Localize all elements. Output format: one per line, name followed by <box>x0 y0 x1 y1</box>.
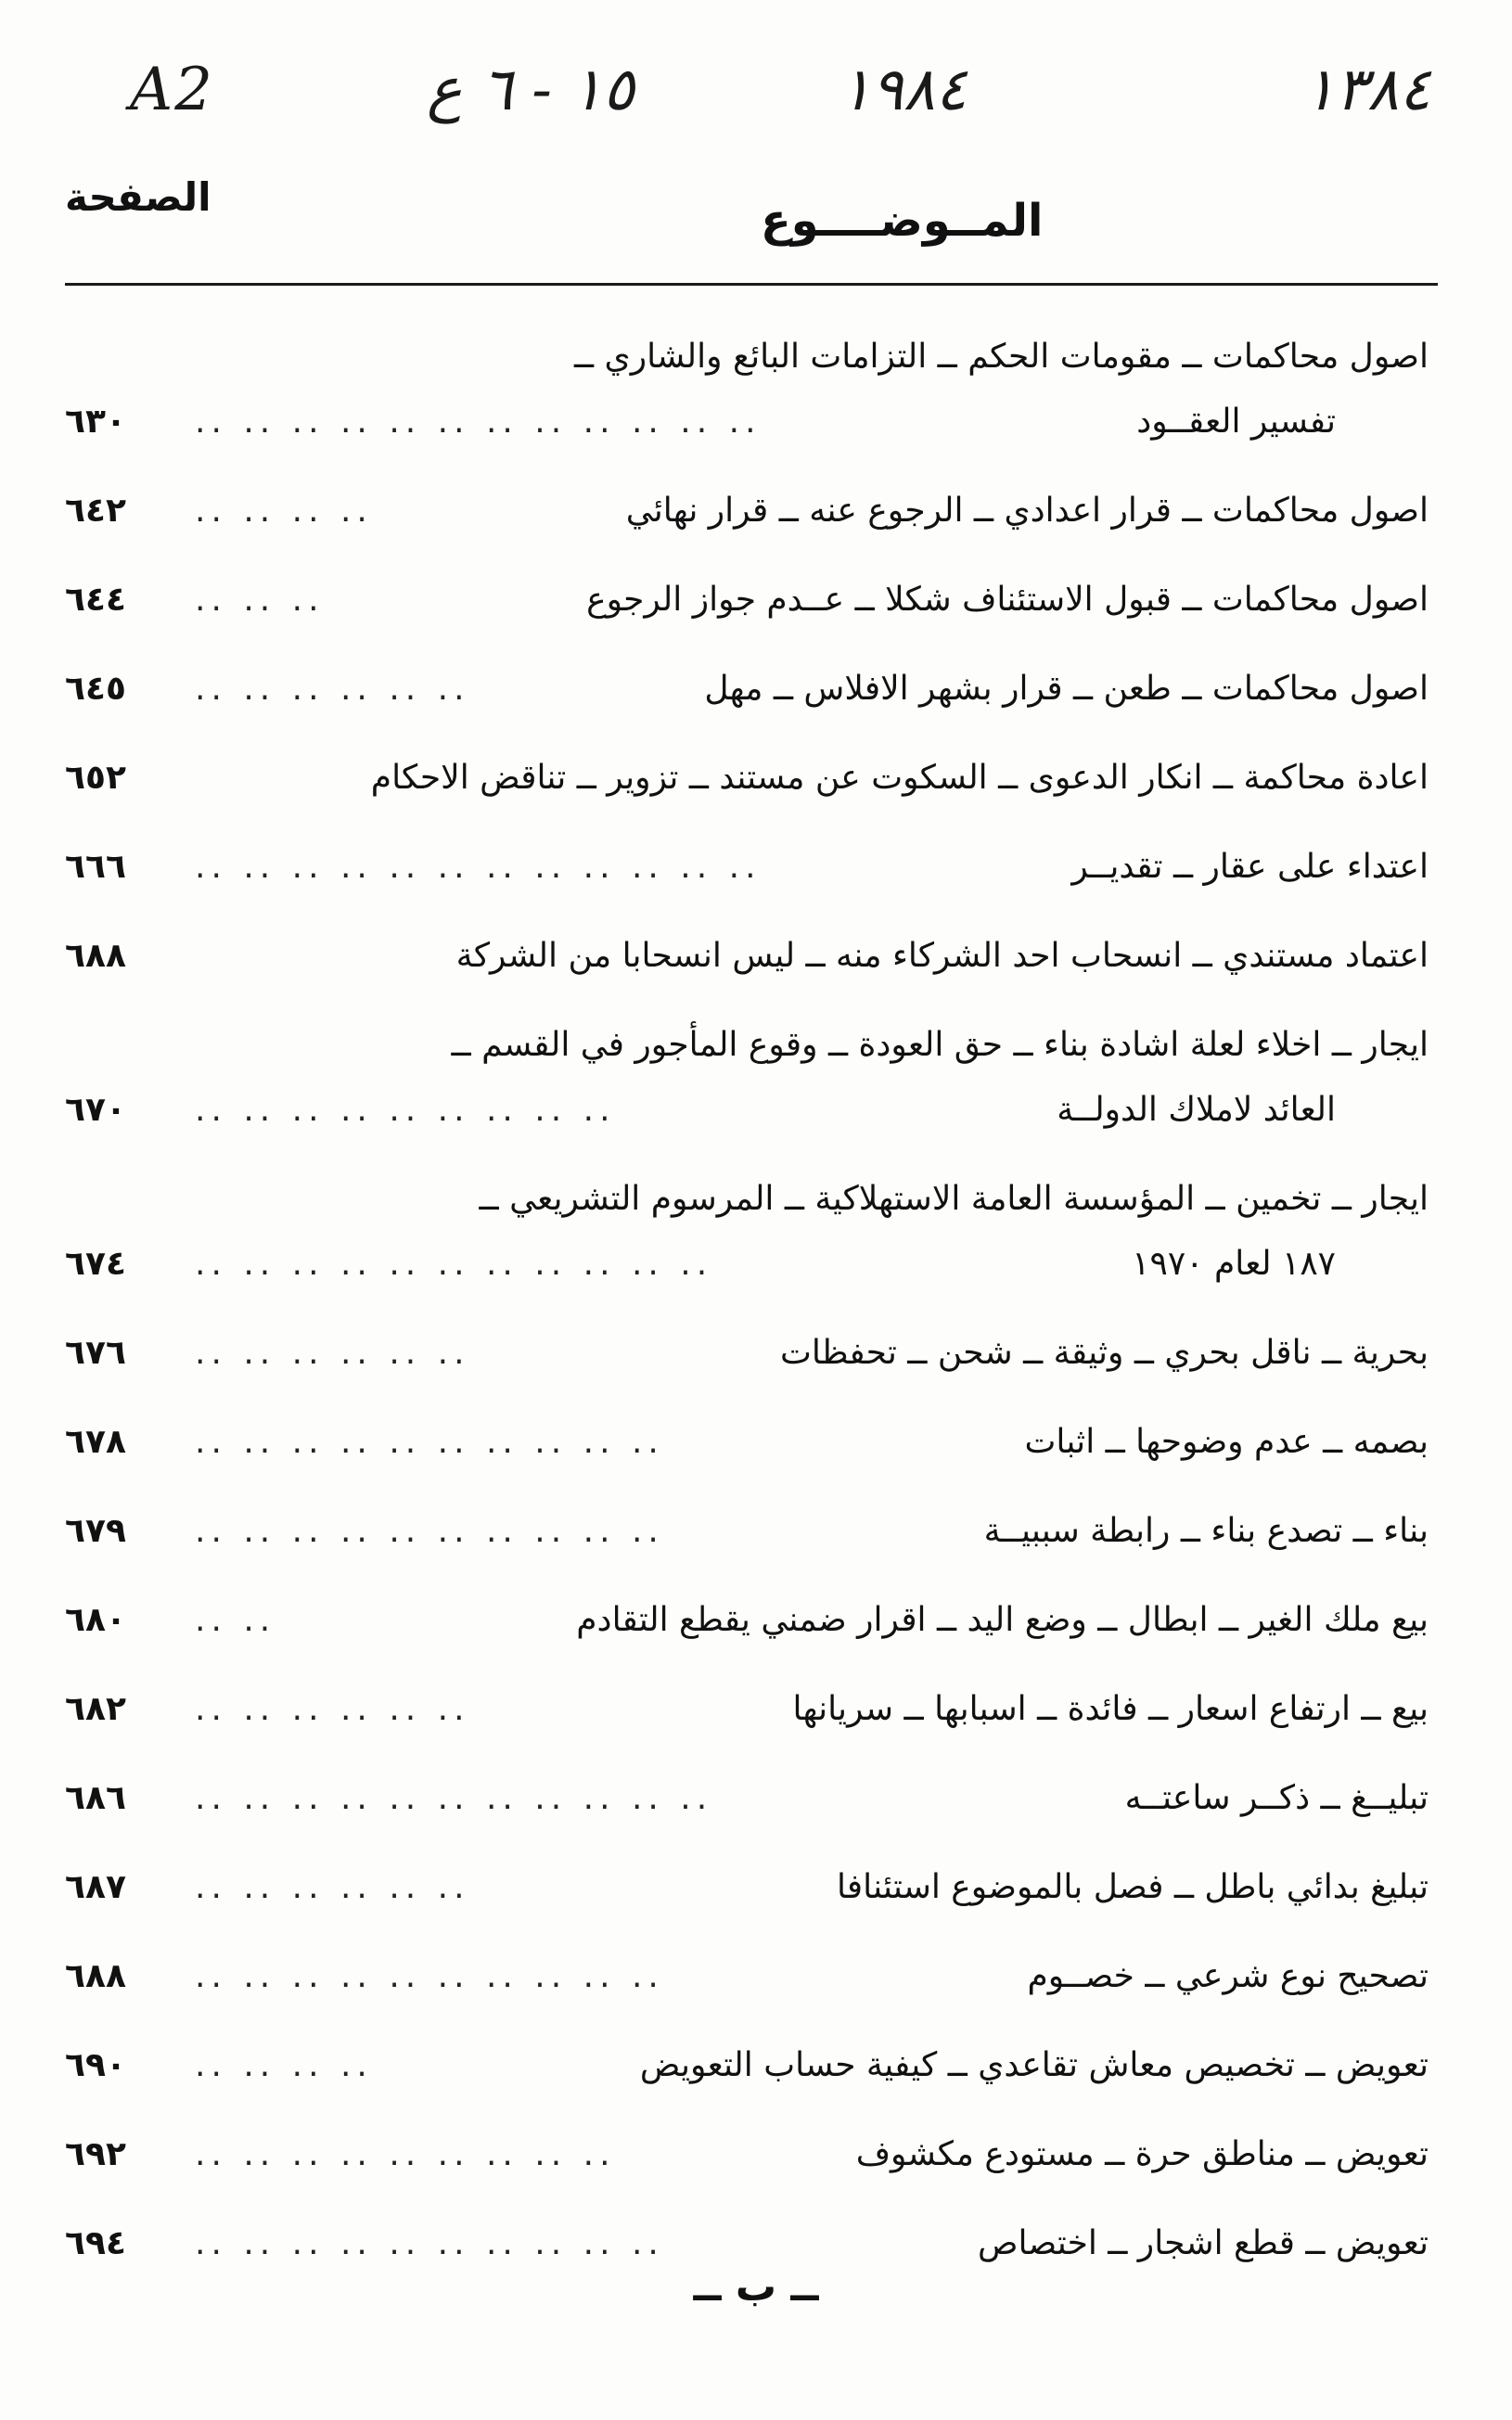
entry-topic: بناء ــ تصدع بناء ــ رابطة سببيــة <box>983 1512 1429 1550</box>
entry-line <box>65 835 1438 900</box>
index-entries <box>65 325 1438 2262</box>
entry-topic: بيع ملك الغير ــ ابطال ــ وضع اليد ــ اقرار ضمني يقطع التقادم <box>576 1601 1429 1639</box>
entry-topic: اصول محاكمات ــ قرار اعدادي ــ الرجوع عنه ــ قرار نهائي <box>625 492 1429 530</box>
entry-line <box>65 657 1438 722</box>
leader-dots: .. .. .. .. .. .. .. .. .. .. <box>195 1957 664 1995</box>
leader-dots: .. .. .. .. .. .. .. .. .. .. .. .. <box>195 848 762 886</box>
entry-page-number: ٦٧٨ <box>65 1423 126 1461</box>
entry-topic: تعويض ــ مناطق حرة ــ مستودع مكشوف <box>855 2135 1429 2173</box>
entry-page-number: ٦٤٥ <box>65 670 126 708</box>
entry-topic: ١٨٧ لعام ١٩٧٠ <box>1132 1245 1336 1283</box>
entry-line <box>65 1167 1438 1232</box>
entry-page-number: ٦٨٢ <box>65 1690 126 1728</box>
entry-line <box>65 2033 1438 2098</box>
entry-topic: ايجار ــ تخمين ــ المؤسسة العامة الاستهلاكية ــ المرسوم التشريعي ــ <box>479 1180 1429 1218</box>
page-column-header: الصفحة <box>65 174 211 220</box>
entry-topic: اصول محاكمات ــ قبول الاستئناف شكلا ــ عــدم جواز الرجوع <box>586 581 1429 619</box>
entry-topic: تبليغ بدائي باطل ــ فصل بالموضوع استئنافا <box>836 1868 1429 1906</box>
leader-dots: .. .. .. .. .. .. .. .. .. .. <box>195 1512 664 1550</box>
entry-line <box>65 1855 1438 1920</box>
entry-line <box>65 1078 1438 1143</box>
leader-dots: .. .. <box>195 1601 276 1639</box>
page-marker: ــ ب ــ <box>693 2263 819 2311</box>
entry-page-number: ٦٨٨ <box>65 1957 126 1995</box>
entry-page-number: ٦٤٢ <box>65 492 126 530</box>
entry-topic: بيع ــ ارتفاع اسعار ــ فائدة ــ اسبابها ــ سريانها <box>792 1690 1429 1728</box>
entry-line <box>65 1321 1438 1386</box>
entry-page-number: ٦٨٨ <box>65 937 126 975</box>
entry-topic: اعتماد مستندي ــ انسحاب احد الشركاء منه ــ ليس انسحابا من الشركة <box>455 937 1429 975</box>
entry-line <box>65 568 1438 633</box>
leader-dots: .. .. .. .. .. .. <box>195 1690 470 1728</box>
leader-dots: .. .. .. .. .. .. .. .. .. .. <box>195 1423 664 1461</box>
entry-line <box>65 390 1438 455</box>
entry-line <box>65 1677 1438 1742</box>
entry-topic: اصول محاكمات ــ مقومات الحكم ــ التزامات البائع والشاري ــ <box>573 338 1429 376</box>
entry-topic: اعتداء على عقار ــ تقديــر <box>1071 848 1429 886</box>
handwritten-note: ١٣٨٤ <box>1303 56 1431 124</box>
leader-dots: .. .. .. .. .. .. .. .. .. .. <box>195 2224 664 2262</box>
leader-dots: .. .. .. .. .. .. .. .. .. <box>195 1091 616 1129</box>
entry-page-number: ٦٧٤ <box>65 1245 126 1283</box>
entry-page-number: ٦٩٤ <box>65 2224 126 2262</box>
entry-line <box>65 1944 1438 2009</box>
entry-page-number: ٦٧٩ <box>65 1512 126 1550</box>
entry-line <box>65 1232 1438 1297</box>
entry-page-number: ٦٨٠ <box>65 1601 126 1639</box>
entry-page-number: ٦٣٠ <box>65 403 126 441</box>
entry-line <box>65 1013 1438 1078</box>
leader-dots: .. .. .. .. <box>195 492 373 530</box>
entry-topic: تبليــغ ــ ذكــر ساعتــه <box>1124 1779 1429 1817</box>
entry-line <box>65 1766 1438 1831</box>
entry-topic: اعادة محاكمة ــ انكار الدعوى ــ السكوت عن مستند ــ تزوير ــ تناقض الاحكام <box>370 759 1429 797</box>
leader-dots: .. .. .. .. .. .. <box>195 670 470 708</box>
entry-topic: تفسير العقــود <box>1136 403 1336 441</box>
handwritten-note: ١٩٨٤ <box>839 56 967 124</box>
entry-page-number: ٦٨٦ <box>65 1779 126 1817</box>
topic-column-header: المــوضــــوع <box>761 195 1044 247</box>
entry-line <box>65 479 1438 544</box>
entry-topic: اصول محاكمات ــ طعن ــ قرار بشهر الافلاس ــ مهل <box>704 670 1429 708</box>
entry-line <box>65 2122 1438 2187</box>
entry-topic: تعويض ــ تخصيص معاش تقاعدي ــ كيفية حساب التعويض <box>639 2046 1429 2084</box>
leader-dots: .. .. .. .. .. .. <box>195 1868 470 1906</box>
leader-dots: .. .. .. .. .. .. .. .. .. <box>195 2135 616 2173</box>
leader-dots: .. .. .. .. .. .. .. .. .. .. .. <box>195 1779 713 1817</box>
entry-topic: تعويض ــ قطع اشجار ــ اختصاص <box>978 2224 1429 2262</box>
entry-line <box>65 924 1438 989</box>
leader-dots: .. .. .. .. .. .. .. .. .. .. .. .. <box>195 403 762 441</box>
leader-dots: .. .. .. .. .. .. .. .. .. .. .. <box>195 1245 713 1283</box>
entry-topic: تصحيح نوع شرعي ــ خصــوم <box>1027 1957 1429 1995</box>
entry-line <box>65 1410 1438 1475</box>
handwritten-note: ١٥ - ٦ ع <box>427 56 634 124</box>
entry-page-number: ٦٥٢ <box>65 759 126 797</box>
entry-topic: بحرية ــ ناقل بحري ــ وثيقة ــ شحن ــ تحفظات <box>779 1334 1429 1372</box>
entry-topic: ايجار ــ اخلاء لعلة اشادة بناء ــ حق العودة ــ وقوع المأجور في القسم ــ <box>451 1026 1429 1064</box>
entry-line <box>65 325 1438 390</box>
entry-page-number: ٦٩٢ <box>65 2135 126 2173</box>
entry-topic: بصمه ــ عدم وضوحها ــ اثبات <box>1024 1423 1429 1461</box>
handwritten-note: A2 <box>130 56 214 124</box>
entry-page-number: ٦٤٤ <box>65 581 126 619</box>
entry-page-number: ٦٩٠ <box>65 2046 126 2084</box>
entry-line <box>65 746 1438 811</box>
leader-dots: .. .. .. .. <box>195 2046 373 2084</box>
entry-page-number: ٦٨٧ <box>65 1868 126 1906</box>
entry-line <box>65 1499 1438 1564</box>
entry-page-number: ٦٧٠ <box>65 1091 126 1129</box>
entry-line <box>65 1588 1438 1653</box>
leader-dots: .. .. .. <box>195 581 325 619</box>
leader-dots: .. .. .. .. .. .. <box>195 1334 470 1372</box>
entry-page-number: ٦٧٦ <box>65 1334 126 1372</box>
entry-topic: العائد لاملاك الدولــة <box>1057 1091 1336 1129</box>
entry-page-number: ٦٦٦ <box>65 848 126 886</box>
header-divider <box>65 283 1438 286</box>
